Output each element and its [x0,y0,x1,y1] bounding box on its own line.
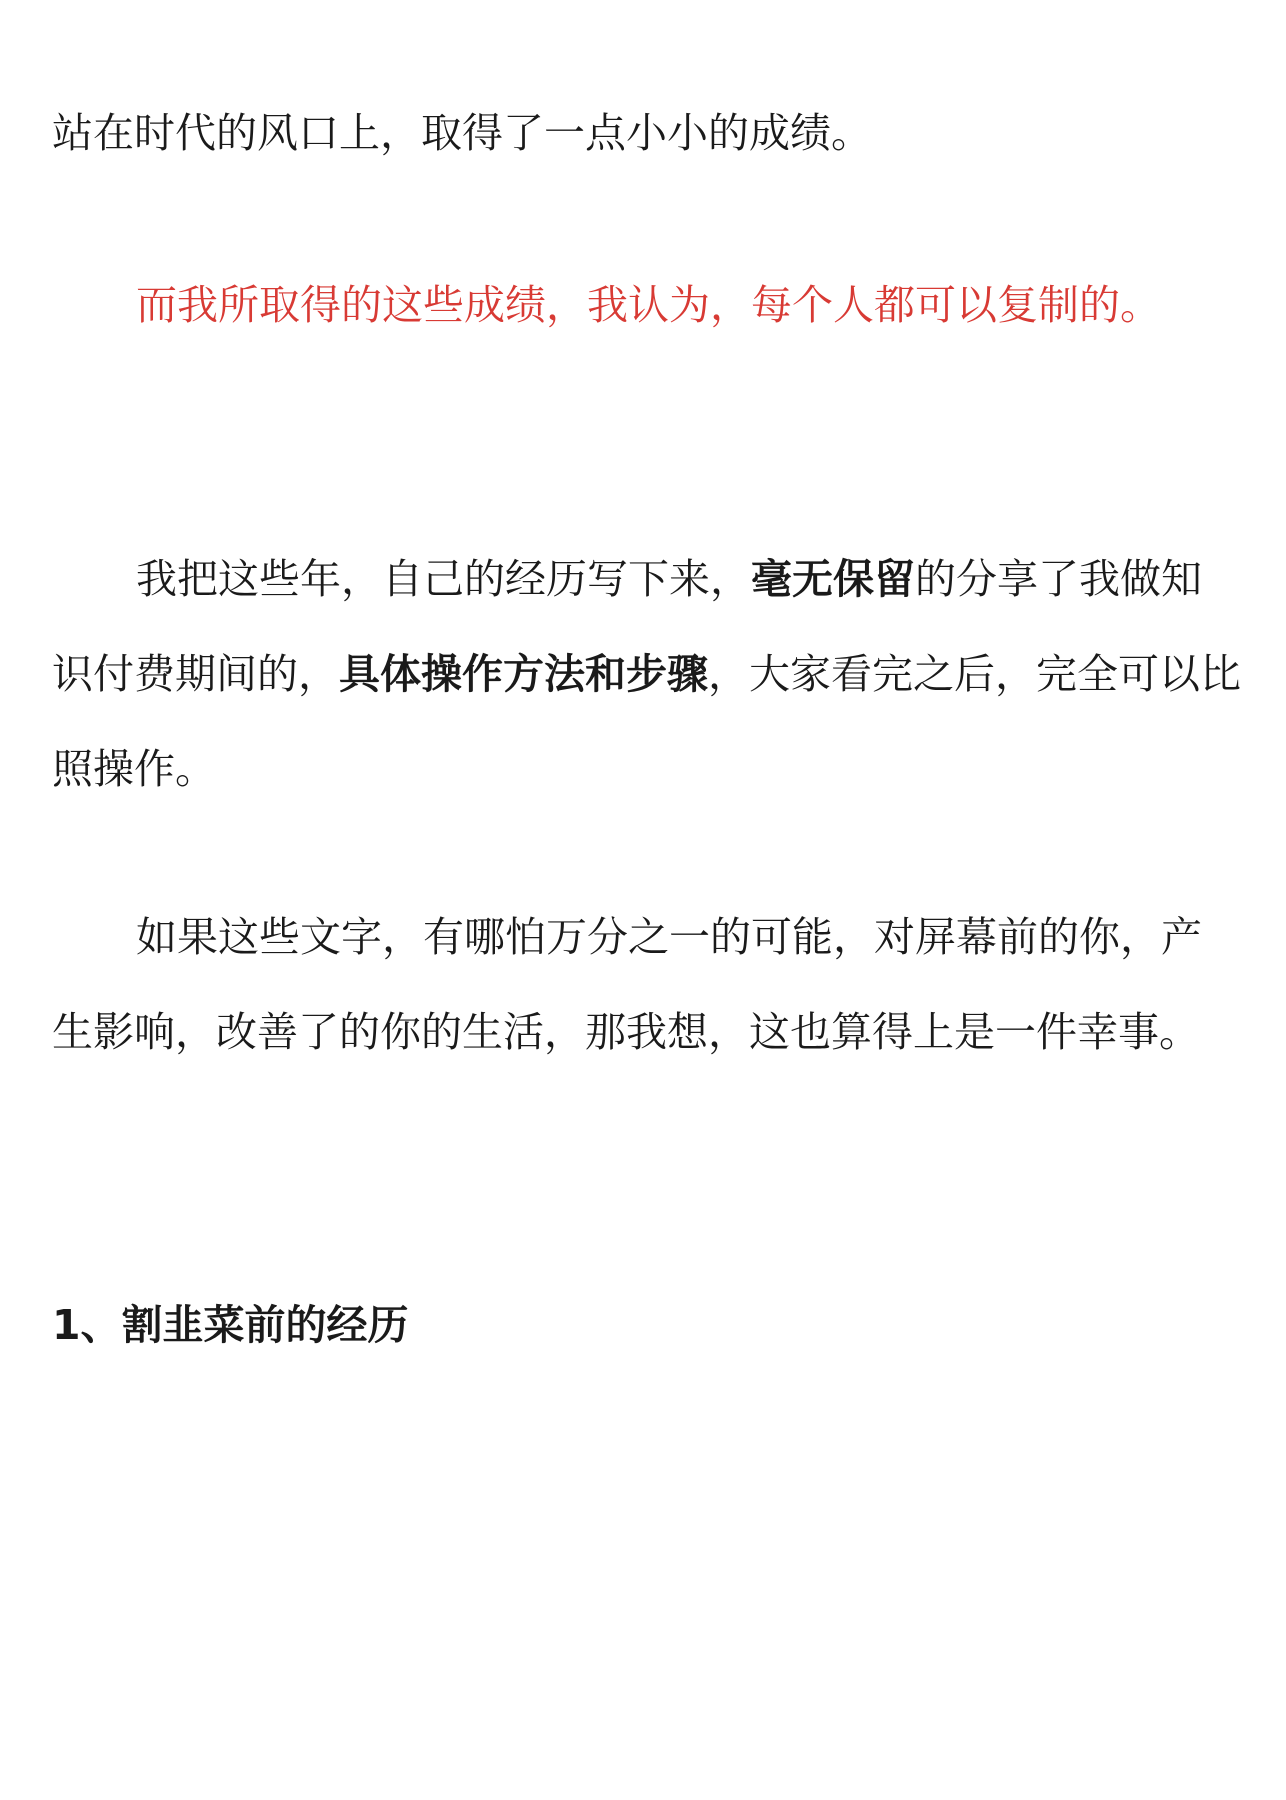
emphasis-text: 具体操作方法和步骤 [339,650,708,698]
paragraph-text: 我把这些年，自己的经历写下来， [136,555,751,603]
paragraph-replicable-highlight: 而我所取得的这些成绩，我认为，每个人都可以复制的。 [136,281,1161,329]
paragraph-experience-sharing [52,532,1242,817]
emphasis-text: 毫无保留 [751,555,915,603]
paragraph-achievement: 站在时代的风口上，取得了一点小小的成绩。 [52,109,872,157]
paragraph-text: 的分享了我做知识付费期间的， [52,555,1202,698]
paragraph-impact-wish: 如果这些文字，有哪怕万分之一的可能，对屏幕前的你，产生影响，改善了的你的生活，那我想，这也算得上是一件幸事。 [52,913,1202,1056]
section-heading: 1、割韭菜前的经历 [52,1301,409,1349]
paragraph-text: ，大家看完之后，完全可以比照操作。 [52,650,1241,793]
